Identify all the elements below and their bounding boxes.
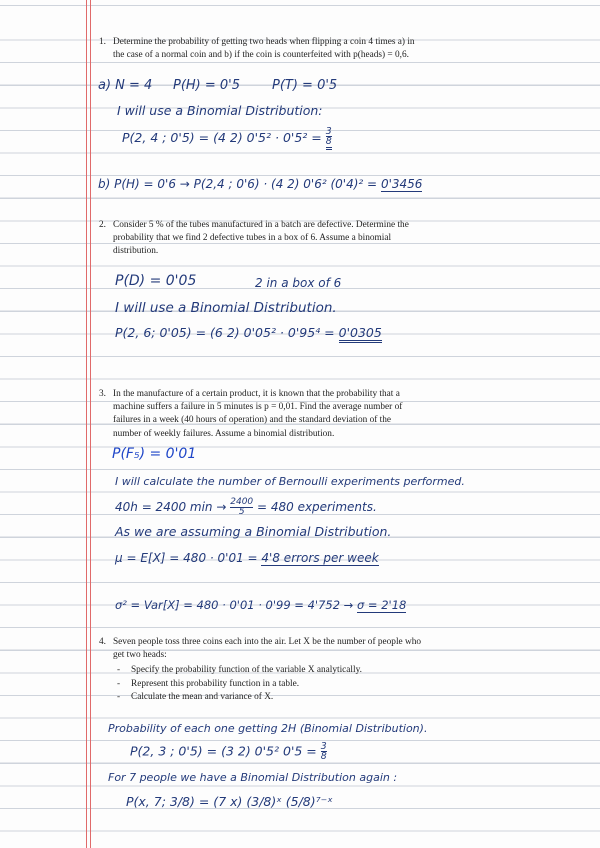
answer-2-result: 0'0305: [339, 325, 382, 343]
answer-1a-method: I will use a Binomial Distribution:: [117, 103, 323, 118]
question-3: [99, 388, 451, 441]
question-text: Consider 5 % of the tubes manufactured in a batch are defective. Determine the: [113, 220, 409, 230]
question-text: get two heads:: [113, 650, 167, 661]
answer-1a-result: [326, 127, 332, 150]
hours-conversion: 40h = 2400 min →: [115, 500, 227, 514]
formula-text: P(2, 6; 0'05) = (6 2) 0'05² · 0'95⁴ =: [115, 325, 335, 340]
question-number: 1.: [99, 37, 106, 47]
sd-result: σ = 2'18: [356, 598, 407, 612]
answer-3-plan: I will calculate the number of Bernoulli experiments performed.: [115, 475, 465, 488]
question-4-bullets: [99, 664, 451, 704]
answer-1b-result: 0'3456: [380, 177, 423, 191]
denominator: 8: [325, 136, 332, 148]
question-text: distribution.: [113, 246, 159, 257]
answer-4-formula: [130, 742, 327, 762]
experiments-result: = 480 experiments.: [256, 500, 377, 514]
answer-3-mean: [115, 551, 379, 565]
question-2: [99, 219, 451, 259]
question-number: 3.: [99, 389, 106, 399]
question-text: number of weekly failures. Assume a binomial distribution.: [113, 428, 335, 439]
answer-2-given: P(D) = 0'05: [115, 273, 197, 289]
margin-line-right: [90, 0, 91, 848]
answer-3-experiments: [115, 498, 377, 517]
answer-4-result: [321, 742, 327, 762]
answer-3-assume: As we are assuming a Binomial Distribution.: [115, 524, 392, 539]
mean-formula: μ = E[X] = 480 · 0'01 =: [115, 551, 258, 565]
question-text: In the manufacture of a certain product, it is known that the probability that a: [113, 389, 400, 399]
numerator: 3: [320, 741, 327, 752]
answer-1b-formula: [98, 177, 422, 191]
question-text: failures in a week (40 hours of operation) and the standard deviation of the: [113, 415, 392, 426]
answer-1a-formula: [122, 127, 332, 150]
question-text: machine suffers a failure in 5 minutes is p = 0,01. Find the average number of: [113, 402, 403, 413]
answer-2-note: 2 in a box of 6: [255, 276, 342, 290]
formula-text: P(2, 3 ; 0'5) = (3 2) 0'5² 0'5 =: [130, 743, 317, 759]
question-4: [99, 636, 451, 704]
answer-1a-p-tails: P(T) = 0'5: [272, 78, 338, 93]
answer-4-intro: Probability of each one getting 2H (Binomial Distribution).: [108, 722, 428, 735]
answer-2-method: I will use a Binomial Distribution.: [115, 300, 337, 316]
denominator: 8: [320, 751, 327, 763]
answer-4-seven: For 7 people we have a Binomial Distribution again :: [108, 771, 398, 784]
answer-3-given: P(F₅) = 0'01: [112, 446, 197, 462]
question-text: Determine the probability of getting two heads when flipping a coin 4 times a) in: [113, 37, 415, 47]
question-1: [99, 36, 451, 62]
list-item: - Represent this probability function in a table.: [131, 678, 451, 691]
mean-result: 4'8 errors per week: [261, 551, 379, 565]
variance-formula: σ² = Var[X] = 480 · 0'01 · 0'99 = 4'752 →: [115, 598, 354, 612]
experiments-fraction: [230, 498, 253, 517]
question-text: the case of a normal coin and b) if the coin is counterfeited with p(heads) = 0,6.: [113, 50, 409, 61]
answer-2-formula: [115, 325, 382, 340]
answer-4-formula2: P(x, 7; 3/8) = (7 x) (3/8)ˣ (5/8)⁷⁻ˣ: [126, 794, 333, 809]
question-number: 2.: [99, 220, 106, 230]
margin-line-left: [86, 0, 87, 848]
question-text: Seven people toss three coins each into the air. Let X be the number of people who: [113, 637, 421, 647]
formula-text: b) P(H) = 0'6 → P(2,4 ; 0'6) · (4 2) 0'6² (0'4)² =: [98, 177, 378, 191]
question-text: probability that we find 2 defective tubes in a box of 6. Assume a binomial: [113, 233, 392, 244]
list-item: - Calculate the mean and variance of X.: [131, 691, 451, 704]
formula-text: P(2, 4 ; 0'5) = (4 2) 0'5² · 0'5² =: [122, 129, 322, 145]
answer-1a-p-heads: P(H) = 0'5: [173, 78, 241, 93]
answer-1a-given: a) N = 4: [98, 78, 153, 93]
denominator: 5: [238, 507, 245, 517]
numerator: 2400: [230, 497, 254, 507]
list-item: - Specify the probability function of the variable X analytically.: [131, 664, 451, 677]
numerator: 3: [325, 126, 332, 137]
question-number: 4.: [99, 637, 106, 647]
answer-3-variance: [115, 598, 406, 612]
